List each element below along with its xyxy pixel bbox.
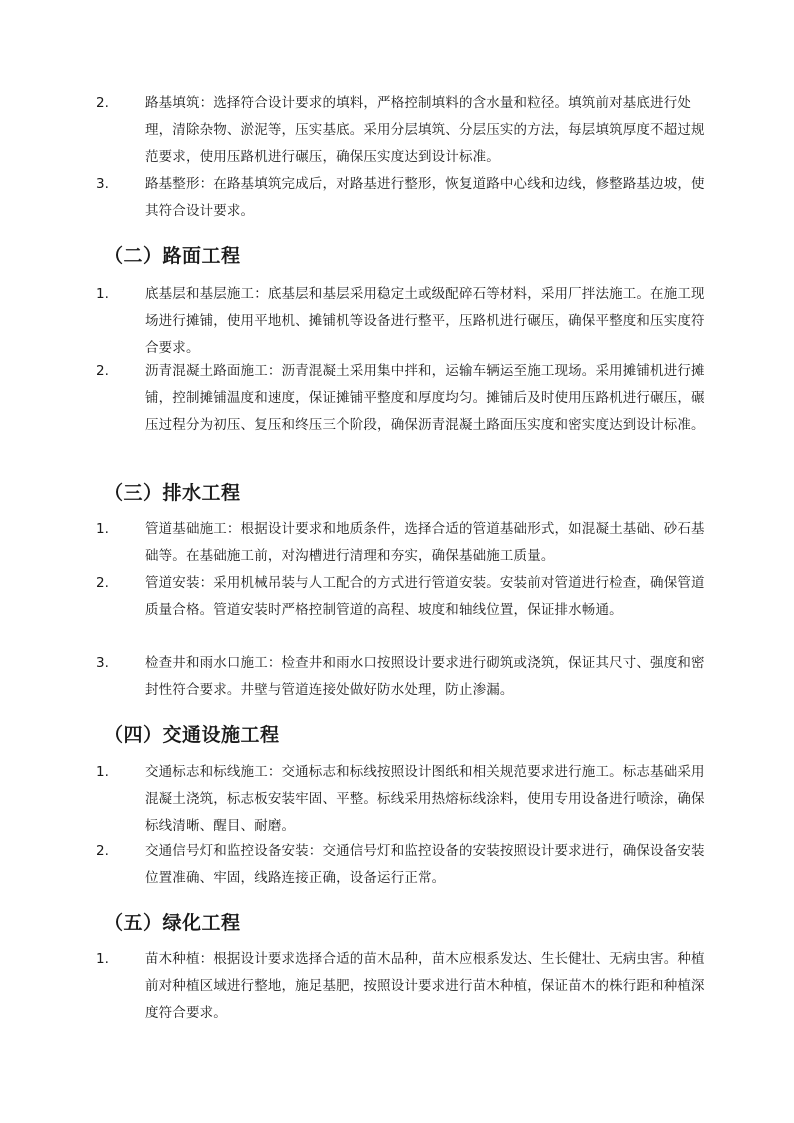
- list-number: 1.: [96, 521, 109, 537]
- list-number: 2.: [96, 575, 109, 591]
- list-text: 检查井和雨水口施工：检查井和雨水口按照设计要求进行砌筑或浇筑，保证其尺寸、强度和密封性符合要求。井壁与管道连接处做好防水处理，防止渗漏。: [145, 655, 705, 698]
- section-heading: （四）交通设施工程: [104, 724, 280, 746]
- list-text: 沥青混凝土路面施工：沥青混凝土采用集中拌和，运输车辆运至施工现场。采用摊铺机进行摊铺，控制摊铺温度和速度，保证摊铺平整度和厚度均匀。摊铺后及时使用压路机进行碾压，碾压过程分为初压、复压和终压三个阶段，确保沥青混凝土路面压实度和密实度达到设计标准。: [145, 363, 705, 433]
- list-number: 1.: [96, 764, 109, 780]
- section-heading: （二）路面工程: [104, 245, 241, 267]
- list-text: 管道安装：采用机械吊装与人工配合的方式进行管道安装。安装前对管道进行检查，确保管道质量合格。管道安装时严格控制管道的高程、坡度和轴线位置，保证排水畅通。: [145, 575, 705, 618]
- list-text: 苗木种植：根据设计要求选择合适的苗木品种，苗木应根系发达、生长健壮、无病虫害。种植前对种植区域进行整地，施足基肥，按照设计要求进行苗木种植，保证苗木的株行距和种植深度符合要求。: [145, 951, 705, 1021]
- list-text: 交通信号灯和监控设备安装：交通信号灯和监控设备的安装按照设计要求进行，确保设备安装位置准确、牢固，线路连接正确，设备运行正常。: [145, 843, 705, 886]
- section-heading: （三）排水工程: [104, 482, 241, 504]
- list-number: 2.: [96, 363, 109, 379]
- list-text: 交通标志和标线施工：交通标志和标线按照设计图纸和相关规范要求进行施工。标志基础采用混凝土浇筑，标志板安装牢固、平整。标线采用热熔标线涂料，使用专用设备进行喷涂，确保标线清晰、醒目、耐磨。: [145, 764, 705, 834]
- list-text: 路基整形：在路基填筑完成后，对路基进行整形，恢复道路中心线和边线，修整路基边坡，使其符合设计要求。: [145, 176, 705, 219]
- list-text: 管道基础施工：根据设计要求和地质条件，选择合适的管道基础形式，如混凝土基础、砂石基础等。在基础施工前，对沟槽进行清理和夯实，确保基础施工质量。: [145, 521, 705, 564]
- list-number: 1.: [96, 951, 109, 967]
- list-number: 1.: [96, 286, 109, 302]
- list-text: 底基层和基层施工：底基层和基层采用稳定土或级配碎石等材料，采用厂拌法施工。在施工现场进行摊铺，使用平地机、摊铺机等设备进行整平，压路机进行碾压，确保平整度和压实度符合要求。: [145, 286, 705, 356]
- list-number: 2.: [96, 95, 109, 111]
- section-heading: （五）绿化工程: [104, 912, 241, 934]
- list-number: 2.: [96, 843, 109, 859]
- list-text: 路基填筑：选择符合设计要求的填料，严格控制填料的含水量和粒径。填筑前对基底进行处理，清除杂物、淤泥等，压实基底。采用分层填筑、分层压实的方法，每层填筑厚度不超过规范要求，使用压路机进行碾压，确保压实度达到设计标准。: [145, 95, 705, 165]
- list-number: 3.: [96, 655, 109, 671]
- list-number: 3.: [96, 176, 109, 192]
